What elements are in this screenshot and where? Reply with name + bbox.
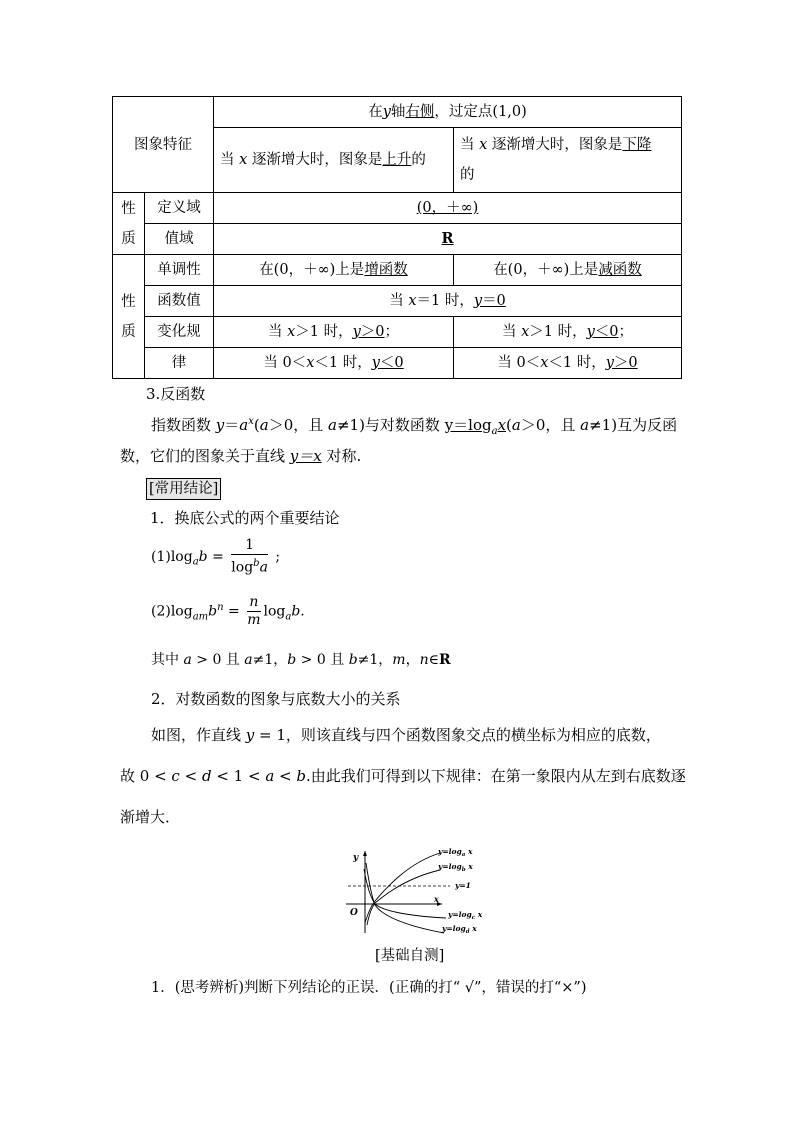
increasing-sign-gt1: 当 x＞1 时，y＞0； [214,317,454,348]
label-log-c: $y=\log_c$ x [448,910,483,921]
explanation-line-2: 故 0 < c < d < 1 < a < b.由此我们可得到以下规律：在第一象限内从左到右底数逐 [120,767,686,785]
formula-1: $(1)\log_ab$ = $\frac{1}{\log^ba}$ ; [151,537,281,576]
log-curves-graph [338,843,488,935]
feature-top-cell: 在y轴右侧，过定点(1,0) [214,97,682,128]
decreasing-sign-lt1: 当 0＜x＜1 时，y＞0 [454,348,682,379]
conclusion-item-2: 2．对数函数的图象与底数大小的关系 [151,690,401,708]
domain-value: (0，＋∞) [214,193,682,224]
y-axis-label: y [353,853,359,863]
conclusion-item-1: 1．换底公式的两个重要结论 [150,509,340,527]
change-rule-label-2: 律 [145,348,214,379]
x-axis-label: x [434,894,439,904]
decreasing-sign-gt1: 当 x＞1 时，y＜0； [454,317,682,348]
label-y-equals-1: y=1 [455,881,471,890]
explanation-line-1: 如图，作直线 y = 1，则该直线与四个函数图象交点的横坐标为相应的底数， [151,726,661,744]
origin-label: O [350,908,358,918]
curve-log-a [365,853,440,923]
feature-label: 图象特征 [113,97,214,193]
increasing-sign-lt1: 当 0＜x＜1 时，y＜0 [214,348,454,379]
range-label: 值域 [145,224,214,255]
change-rule-label: 变化规 [145,317,214,348]
range-value: R [214,224,682,255]
feature-fall-cell: 当 x 逐渐增大时，图象是下降 的 [454,128,682,193]
property-label-1: 性 质 [113,193,145,255]
y-axis-arrow-icon [363,851,367,856]
section-3-line-2: 数，它们的图象关于直线 y＝x 对称. [120,447,362,465]
section-3-title: 3.反函数 [146,385,206,403]
property-label-2: 性 质 [113,255,145,379]
section-3-line-1: 指数函数 $y=a^x(a>0$，且 a≠1)与对数函数 $y=\log_ax(a>0$，且 a≠1)互为反函 [151,416,678,437]
question-1: 1．(思考辨析)判断下列结论的正误．(正确的打“ √”，错误的打“×”) [151,980,587,996]
fixed-point-cell: 当 x＝1 时，y＝0 [214,286,682,317]
label-log-b: $y=\log_b$ x [438,862,473,873]
common-conclusions-heading: [常用结论] [146,478,221,500]
basic-self-test-caption: [基础自测] [375,948,445,964]
domain-label: 定义域 [145,193,214,224]
monotonic-label: 单调性 [145,255,214,286]
conditions-line: 其中 a > 0 且 a≠1，b > 0 且 b≠1，m，n∈R [151,652,451,668]
formula-2-fraction: $\frac{n}{m}$ [247,594,261,628]
monotonic-decreasing: 在(0，＋∞)上是减函数 [454,255,682,286]
monotonic-increasing: 在(0，＋∞)上是增函数 [214,255,454,286]
label-log-d: $y=\log_d$ x [442,924,477,935]
log-function-properties-table [112,96,682,379]
label-log-a: $y=\log_a$ x [438,847,473,858]
function-value-label: 函数值 [145,286,214,317]
formula-1-fraction: $\frac{1}{\log^ba}$ [231,537,268,576]
feature-rise-cell: 当 x 逐渐增大时，图象是上升的 [214,128,454,193]
formula-2: $(2)\log_{am}b^n$ = $\frac{n}{m}$ $\log_ab$. [151,594,305,628]
explanation-line-3: 渐增大． [120,808,181,826]
